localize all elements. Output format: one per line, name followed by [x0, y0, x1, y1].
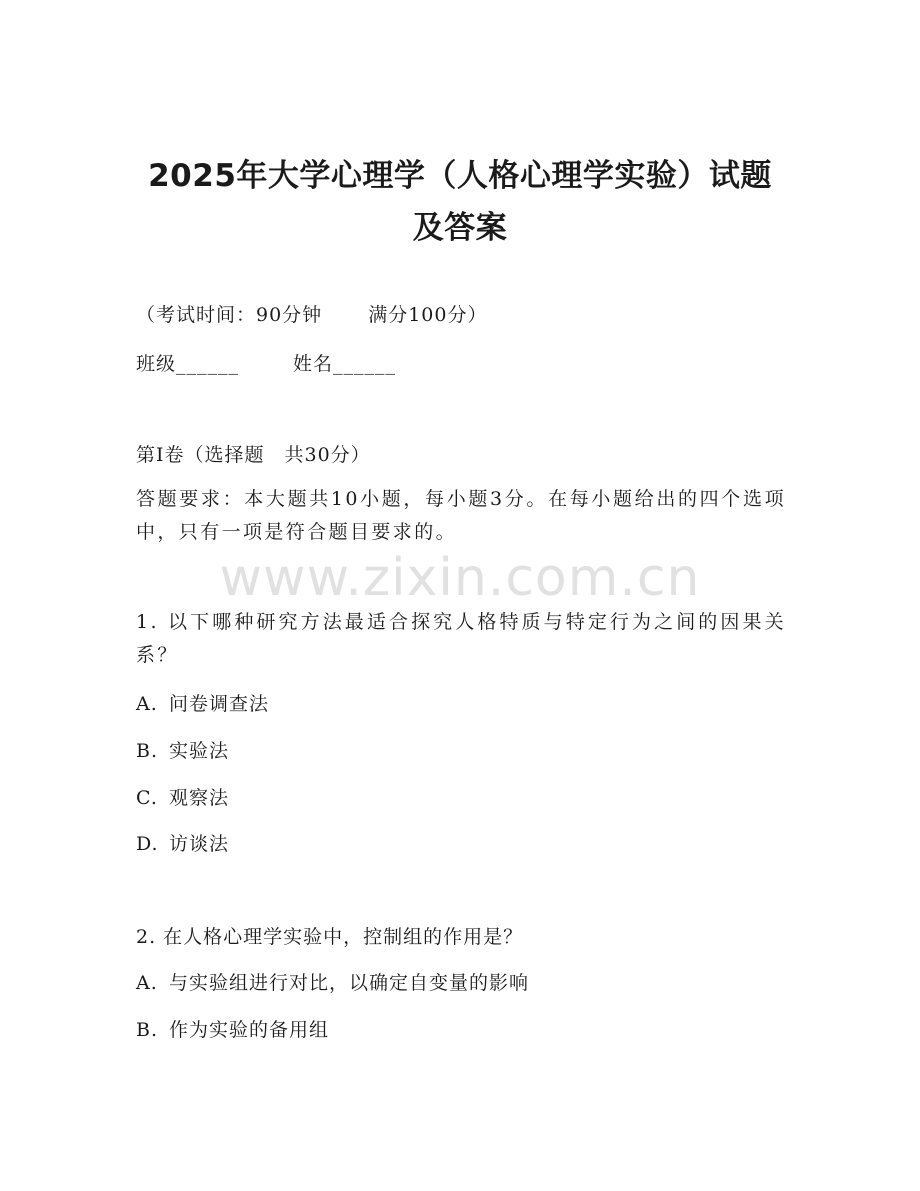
option-letter: B.: [136, 1019, 159, 1041]
question-1-option-a: [136, 689, 269, 716]
option-letter: B.: [136, 740, 159, 762]
option-text: 观察法: [169, 787, 230, 809]
instructions: 答题要求：本大题共10小题，每小题3分。在每小题给出的四个选项中，只有一项是符合题目要求的。: [136, 488, 786, 543]
option-text: 作为实验的备用组: [169, 1019, 330, 1041]
question-1-option-d: [136, 829, 229, 856]
option-text: 访谈法: [169, 833, 230, 855]
option-letter: D.: [136, 833, 159, 855]
question-2-option-a: [136, 968, 529, 995]
class-field-label: 班级______: [136, 353, 240, 375]
section-title: 第I卷（选择题 共30分）: [136, 444, 371, 466]
question-2-stem: 2. 在人格心理学实验中，控制组的作用是？: [136, 926, 524, 948]
question-1-stem: 1. 以下哪种研究方法最适合探究人格特质与特定行为之间的因果关系？: [136, 611, 786, 666]
option-letter: A.: [136, 972, 158, 994]
option-letter: A.: [136, 693, 158, 715]
student-info: [136, 349, 396, 376]
exam-info: [136, 300, 487, 327]
watermark: www.zixin.com.cn: [219, 548, 701, 608]
question-2-option-b: [136, 1015, 329, 1042]
name-field-label: 姓名______: [293, 353, 397, 375]
title-line-1: 2025年大学心理学（人格心理学实验）试题: [148, 158, 772, 194]
question-1-option-b: [136, 736, 229, 763]
question-1-option-c: [136, 783, 229, 810]
option-text: 实验法: [169, 740, 230, 762]
option-text: 与实验组进行对比，以确定自变量的影响: [169, 972, 530, 994]
document-title: [0, 150, 920, 254]
title-line-2: 及答案: [412, 210, 508, 246]
option-text: 问卷调查法: [169, 693, 270, 715]
option-letter: C.: [136, 787, 158, 809]
exam-time: （考试时间：90分钟: [136, 304, 323, 326]
exam-score: 满分100分）: [368, 304, 488, 326]
